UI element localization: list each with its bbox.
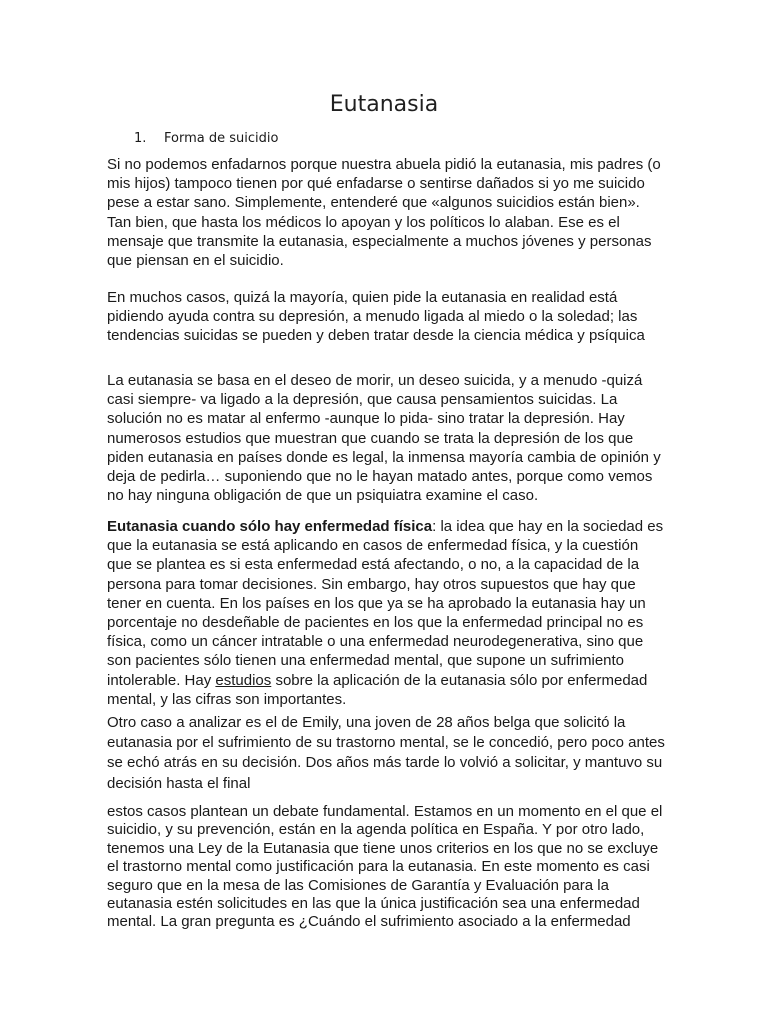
paragraph-4-heading: Eutanasia cuando sólo hay enfermedad física (107, 518, 433, 535)
paragraph-4-text-1: : la idea que hay en la sociedad es que la eutanasia se está aplicando en casos de enfermedad física, y la cuestión que se plantea es si esta enfermedad está afectando, o no, a la capacidad de la persona para tomar decisiones. Sin embargo, hay otros supuestos que hay que tener en cuenta. En los países en los que ya se ha aprobado la eutanasia hay un porcentaje no desdeñable de pacientes en los que la enfermedad principal no es física, como un cáncer intratable o una enfermedad neurodegenerativa, sino que son pacientes sólo tienen una enfermedad mental, que supone un sufrimiento intolerable. Hay (107, 518, 664, 689)
paragraph-2: En muchos casos, quizá la mayoría, quien pide la eutanasia en realidad está pidiendo ayuda contra su depresión, a menudo ligada al miedo o la soledad; las tendencias suicidas se pueden y deben tratar desde la ciencia médica y psíquica (107, 289, 645, 345)
list-item-text: Forma de suicidio (164, 131, 279, 146)
paragraph-1: Si no podemos enfadarnos porque nuestra abuela pidió la eutanasia, mis padres (o mis hijos) tampoco tienen por qué enfadarse o sentirse dañados si yo me suicido pese a estar sano. Simplemente, entenderé que «algunos suicidios están bien». Tan bien, que hasta los médicos lo apoyan y los políticos lo alaban. Ese es el mensaje que transmite la eutanasia, especialmente a muchos jóvenes y personas que piensan en el suicidio. (107, 156, 661, 270)
list-number: 1. (134, 131, 147, 146)
paragraph-6: estos casos plantean un debate fundamental. Estamos en un momento en el que el suicidio, y su prevención, están en la agenda política en España. Y por otro lado, tenemos una Ley de la Eutanasia que tiene unos criterios en los que no se excluye el trastorno mental como justificación para la eutanasia. En este momento es casi seguro que en la mesa de las Comisiones de Garantía y Evaluación para la eutanasia estén solicitudes en las que la única justificación sea una enfermedad mental. La gran pregunta es ¿Cuándo el sufrimiento asociado a la enfermedad (107, 803, 663, 931)
document-title: Eutanasia (329, 92, 439, 117)
paragraph-4-text-2: sobre la aplicación de la eutanasia sólo por enfermedad mental, y las cifras son importantes. (107, 671, 648, 708)
paragraph-5: Otro caso a analizar es el de Emily, una joven de 28 años belga que solicitó la eutanasia por el sufrimiento de su trastorno mental, se le concedió, pero poco antes se echó atrás en su decisión. Dos años más tarde lo volvió a solicitar, y mantuvo su decisión hasta el final (107, 714, 665, 792)
numbered-list-item (134, 130, 278, 148)
estudios-link[interactable]: estudios (215, 671, 272, 689)
paragraph-3: La eutanasia se basa en el deseo de morir, un deseo suicida, y a menudo -quizá casi siempre- va ligado a la depresión, que causa pensamientos suicidas. La solución no es matar al enfermo -aunque lo pida- sino tratar la depresión. Hay numerosos estudios que muestran que cuando se trata la depresión de los que piden eutanasia en países donde es legal, la inmensa mayoría cambia de opinión y deja de pedirla… suponiendo que no le hayan matado antes, porque como vemos no hay ninguna obligación de que un psiquiatra examine el caso. (107, 372, 661, 505)
paragraph-4 (107, 517, 667, 709)
